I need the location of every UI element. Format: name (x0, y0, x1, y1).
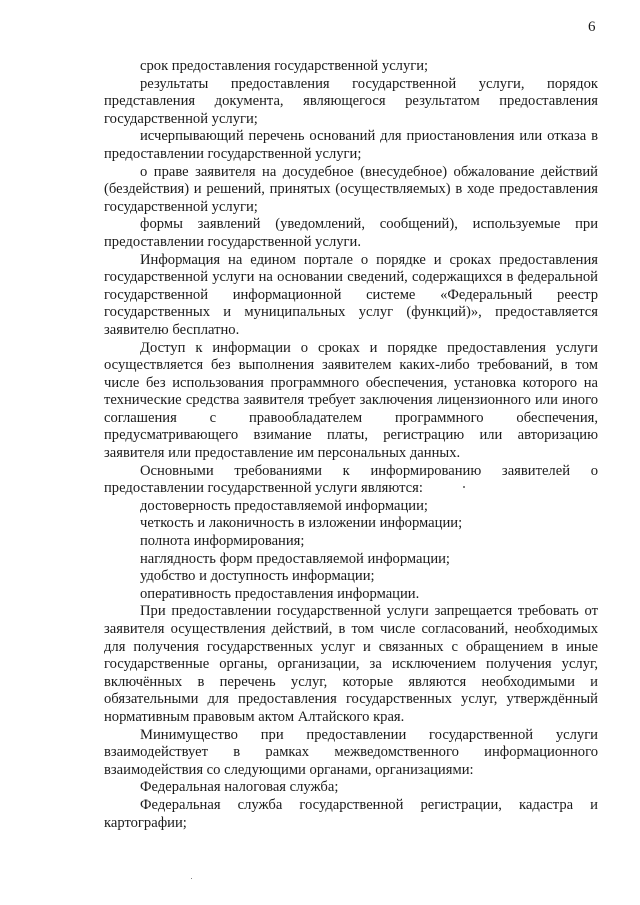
scan-speck (463, 486, 465, 488)
list-item: четкость и лаконичность в изложении информации; (140, 515, 463, 532)
paragraph: исчерпывающий перечень оснований для приостановления или отказа в предоставлении государственной услуги; (104, 128, 598, 162)
list-item: оперативность предоставления информации. (140, 585, 420, 602)
page-number: 6 (588, 19, 596, 35)
list-item: полнота информирования; (140, 533, 305, 550)
scan-speck (191, 878, 192, 879)
paragraph: При предоставлении государственной услуги запрещается требовать от заявителя осуществления действий, в том числе согласований, необходимых для получения государственных услуг и связанных с обращением в иные государственные органы, организации, за исключением получения услуг, включённых в перечень услуг, которые являются необходимыми и обязательными для предоставления государственных услуг, утверждённый нормативным правовым актом Алтайского края. (104, 603, 598, 725)
paragraph: Доступ к информации о сроках и порядке предоставления услуги осуществляется без выполнения заявителем каких-либо требований, в том числе без использования программного обеспечения, установка которого на технические средства заявителя требует заключения лицензионного или иного соглашения с правообладателем программного обеспечения, предусматривающего взимание платы, регистрацию или авторизацию заявителя или предоставление им персональных данных. (104, 339, 598, 462)
document-body (104, 58, 598, 832)
paragraph: Минимущество при предоставлении государственной услуги взаимодействует в рамках межведомственного информационного взаимодействия со следующими органами, организациями: (104, 726, 598, 778)
list-item: удобство и доступность информации; (140, 568, 375, 585)
paragraph: Информация на едином портале о порядке и сроках предоставления государственной услуги на основании сведений, содержащихся в федеральной государственной информационной системе «Федеральный реестр государственных и муниципальных услуг (функций)», предоставляется заявителю бесплатно. (104, 251, 598, 338)
paragraph: результаты предоставления государственной услуги, порядок представления документа, являющегося результатом предоставления государственной услуги; (104, 75, 598, 127)
paragraph: формы заявлений (уведомлений, сообщений), используемые при предоставлении государственной услуги. (104, 216, 598, 250)
list-item: достоверность предоставляемой информации; (140, 497, 428, 514)
paragraph: Основными требованиями к информированию заявителей о предоставлении государственной услуги являются: (104, 462, 598, 497)
paragraph: срок предоставления государственной услуги; (140, 58, 429, 74)
paragraph: Федеральная служба государственной регистрации, кадастра и картографии; (104, 796, 598, 831)
paragraph: о праве заявителя на досудебное (внесудебное) обжалование действий (бездействия) и решений, принятых (осуществляемых) в ходе предоставления государственной услуги; (104, 163, 598, 215)
list-item: Федеральная налоговая служба; (140, 779, 339, 796)
list-item: наглядность форм предоставляемой информации; (140, 550, 450, 567)
